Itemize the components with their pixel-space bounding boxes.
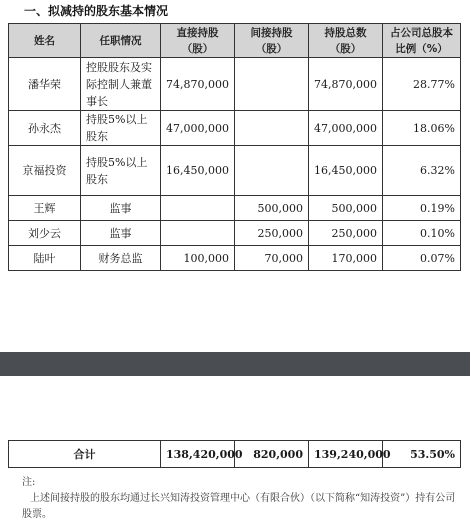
header-ratio: 占公司总股本比例（%） bbox=[383, 24, 461, 58]
total-ratio: 53.50% bbox=[383, 441, 461, 468]
table-row bbox=[9, 58, 461, 111]
cell-total: 170,000 bbox=[309, 246, 383, 271]
cell-position: 监事 bbox=[81, 221, 161, 246]
cell-position: 控股股东及实际控制人兼董事长 bbox=[81, 58, 161, 111]
cell-indirect: 70,000 bbox=[235, 246, 309, 271]
cell-total: 47,000,000 bbox=[309, 111, 383, 146]
cell-total: 74,870,000 bbox=[309, 58, 383, 111]
notes-body: 上述间接持股的股东均通过长兴知涛投资管理中心（有限合伙）（以下简称“知涛投资”）持有公司股票。 bbox=[22, 493, 456, 520]
cell-indirect bbox=[235, 111, 309, 146]
cell-ratio: 6.32% bbox=[383, 146, 461, 196]
cell-total: 500,000 bbox=[309, 196, 383, 221]
cell-position: 持股5%以上股东 bbox=[81, 111, 161, 146]
cell-ratio: 28.77% bbox=[383, 58, 461, 111]
header-total: 持股总数（股） bbox=[309, 24, 383, 58]
section-title: 一、拟减持的股东基本情况 bbox=[24, 4, 169, 18]
table-row bbox=[9, 196, 461, 221]
cell-ratio: 0.19% bbox=[383, 196, 461, 221]
table-row bbox=[9, 221, 461, 246]
cell-indirect: 250,000 bbox=[235, 221, 309, 246]
total-indirect: 820,000 bbox=[235, 441, 309, 468]
cell-name: 王辉 bbox=[9, 196, 81, 221]
total-table bbox=[8, 440, 461, 468]
header-indirect: 间接持股（股） bbox=[235, 24, 309, 58]
cell-position: 持股5%以上股东 bbox=[81, 146, 161, 196]
table-row bbox=[9, 246, 461, 271]
table-row bbox=[9, 111, 461, 146]
cell-position: 财务总监 bbox=[81, 246, 161, 271]
cell-indirect: 500,000 bbox=[235, 196, 309, 221]
cell-name: 京福投资 bbox=[9, 146, 81, 196]
cell-ratio: 18.06% bbox=[383, 111, 461, 146]
cell-direct: 74,870,000 bbox=[161, 58, 235, 111]
cell-indirect bbox=[235, 58, 309, 111]
cell-indirect bbox=[235, 146, 309, 196]
cell-total: 16,450,000 bbox=[309, 146, 383, 196]
cell-name: 潘华荣 bbox=[9, 58, 81, 111]
header-direct: 直接持股（股） bbox=[161, 24, 235, 58]
cell-position: 监事 bbox=[81, 196, 161, 221]
cell-name: 陆叶 bbox=[9, 246, 81, 271]
cell-direct bbox=[161, 221, 235, 246]
cell-ratio: 0.07% bbox=[383, 246, 461, 271]
table-header-row bbox=[9, 24, 461, 58]
notes bbox=[22, 475, 462, 523]
cell-direct: 16,450,000 bbox=[161, 146, 235, 196]
total-direct: 138,420,000 bbox=[161, 441, 235, 468]
table-row bbox=[9, 146, 461, 196]
cell-ratio: 0.10% bbox=[383, 221, 461, 246]
total-label: 合计 bbox=[9, 441, 161, 468]
cell-direct bbox=[161, 196, 235, 221]
header-name: 姓名 bbox=[9, 24, 81, 58]
cell-total: 250,000 bbox=[309, 221, 383, 246]
shareholders-table bbox=[8, 23, 461, 271]
cell-direct: 47,000,000 bbox=[161, 111, 235, 146]
header-position: 任职情况 bbox=[81, 24, 161, 58]
cell-name: 刘少云 bbox=[9, 221, 81, 246]
notes-label: 注: bbox=[22, 477, 36, 488]
total-shares: 139,240,000 bbox=[309, 441, 383, 468]
cell-name: 孙永杰 bbox=[9, 111, 81, 146]
page-break-divider bbox=[0, 352, 470, 376]
total-row bbox=[9, 441, 461, 468]
cell-direct: 100,000 bbox=[161, 246, 235, 271]
